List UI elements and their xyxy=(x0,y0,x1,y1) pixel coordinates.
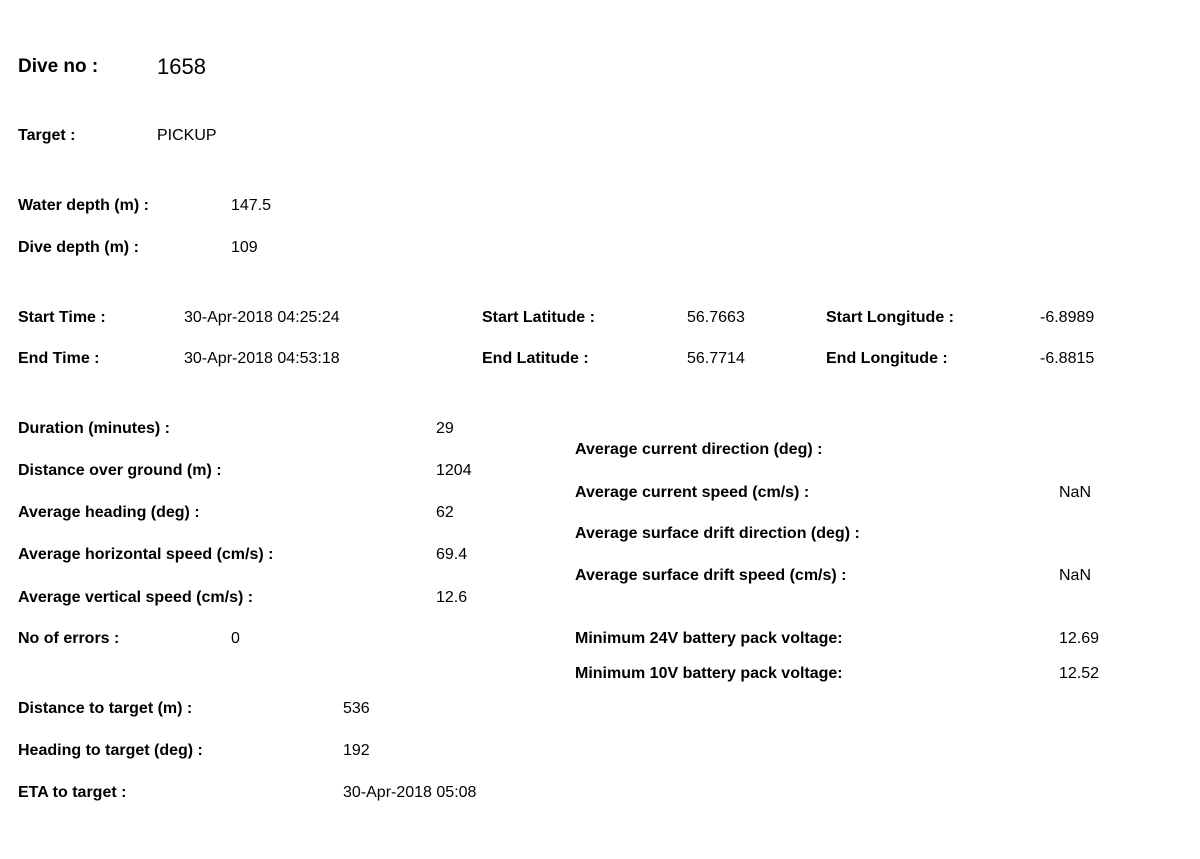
duration-label: Duration (minutes) : xyxy=(18,420,170,437)
target-value: PICKUP xyxy=(157,127,217,144)
start-latitude-value: 56.7663 xyxy=(687,309,745,326)
min-10v-battery-label: Minimum 10V battery pack voltage: xyxy=(575,665,843,682)
min-24v-battery-value: 12.69 xyxy=(1059,630,1100,647)
dive-depth-label: Dive depth (m) : xyxy=(18,239,139,256)
heading-to-target-label: Heading to target (deg) : xyxy=(18,742,203,759)
start-longitude-value: -6.8989 xyxy=(1040,309,1095,326)
eta-to-target-label: ETA to target : xyxy=(18,784,127,801)
distance-over-ground-label: Distance over ground (m) : xyxy=(18,462,222,479)
end-latitude-label: End Latitude : xyxy=(482,350,589,367)
start-time-value: 30-Apr-2018 04:25:24 xyxy=(184,309,340,326)
eta-to-target-value: 30-Apr-2018 05:08 xyxy=(343,784,477,801)
average-current-direction-label: Average current direction (deg) : xyxy=(575,441,823,458)
average-heading-value: 62 xyxy=(436,504,454,521)
min-24v-battery-label: Minimum 24V battery pack voltage: xyxy=(575,630,843,647)
average-surface-drift-speed-value: NaN xyxy=(1059,567,1092,584)
errors-label: No of errors : xyxy=(18,630,120,647)
dive-no-label: Dive no : xyxy=(18,56,99,77)
average-vertical-speed-label: Average vertical speed (cm/s) : xyxy=(18,589,254,606)
start-longitude-label: Start Longitude : xyxy=(826,309,954,326)
average-surface-drift-direction-label: Average surface drift direction (deg) : xyxy=(575,525,860,542)
average-current-speed-value: NaN xyxy=(1059,484,1092,501)
end-time-value: 30-Apr-2018 04:53:18 xyxy=(184,350,340,367)
heading-to-target-value: 192 xyxy=(343,742,370,759)
distance-to-target-value: 536 xyxy=(343,700,370,717)
end-latitude-value: 56.7714 xyxy=(687,350,745,367)
water-depth-value: 147.5 xyxy=(231,197,272,214)
start-latitude-label: Start Latitude : xyxy=(482,309,595,326)
dive-no-value: 1658 xyxy=(157,54,206,79)
average-vertical-speed-value: 12.6 xyxy=(436,589,468,606)
distance-over-ground-value: 1204 xyxy=(436,462,472,479)
average-current-speed-label: Average current speed (cm/s) : xyxy=(575,484,810,501)
average-horizontal-speed-label: Average horizontal speed (cm/s) : xyxy=(18,546,274,563)
water-depth-label: Water depth (m) : xyxy=(18,197,149,214)
end-time-label: End Time : xyxy=(18,350,100,367)
errors-value: 0 xyxy=(231,630,240,647)
min-10v-battery-value: 12.52 xyxy=(1059,665,1100,682)
start-time-label: Start Time : xyxy=(18,309,106,326)
average-horizontal-speed-value: 69.4 xyxy=(436,546,468,563)
target-label: Target : xyxy=(18,127,76,144)
average-surface-drift-speed-label: Average surface drift speed (cm/s) : xyxy=(575,567,847,584)
end-longitude-label: End Longitude : xyxy=(826,350,948,367)
distance-to-target-label: Distance to target (m) : xyxy=(18,700,193,717)
duration-value: 29 xyxy=(436,420,454,437)
end-longitude-value: -6.8815 xyxy=(1040,350,1095,367)
dive-depth-value: 109 xyxy=(231,239,258,256)
average-heading-label: Average heading (deg) : xyxy=(18,504,200,521)
